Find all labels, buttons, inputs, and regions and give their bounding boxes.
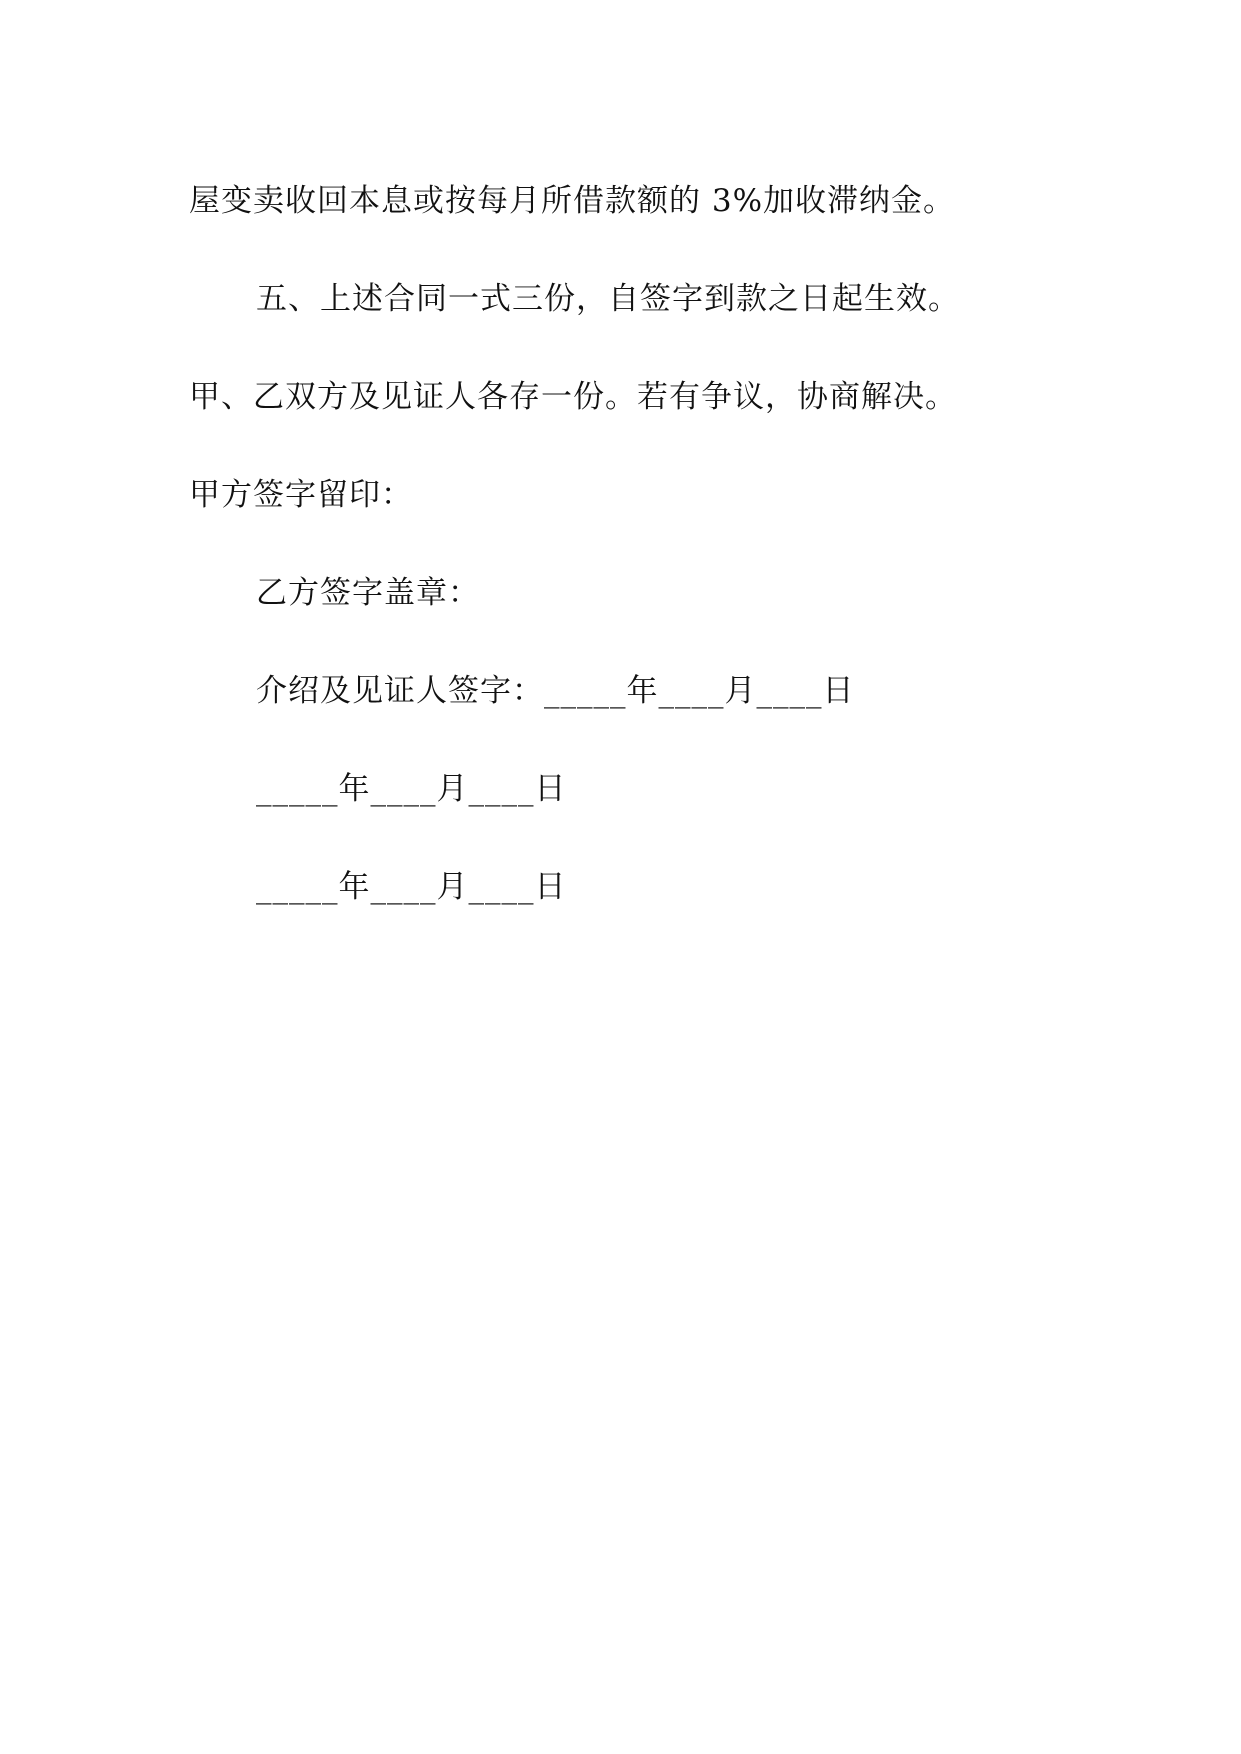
witness-signature-date-line: 介绍及见证人签字：_____年____月____日 — [256, 673, 855, 709]
party-a-signature-label: 甲方签字留印： — [189, 477, 413, 513]
party-b-signature-label: 乙方签字盖章： — [256, 575, 480, 611]
clause-text-line: 屋变卖收回本息或按每月所借款额的 3%加收滞纳金。 — [189, 183, 956, 219]
date-line: _____年____月____日 — [256, 771, 567, 807]
date-line: _____年____月____日 — [256, 869, 567, 905]
clause-five-line: 五、上述合同一式三份，自签字到款之日起生效。 — [256, 281, 960, 317]
clause-five-continuation: 甲、乙双方及见证人各存一份。若有争议，协商解决。 — [189, 379, 957, 415]
